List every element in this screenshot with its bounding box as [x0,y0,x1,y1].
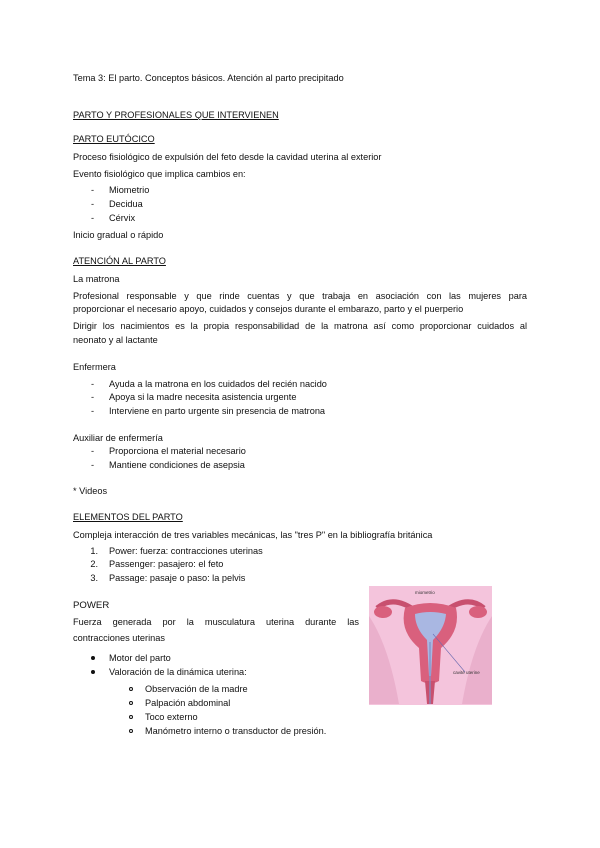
uterus-diagram [369,586,492,705]
sub-list-item: Toco externo [145,712,198,722]
sub-list-item: Manómetro interno o transductor de presión. [145,726,327,736]
paragraph: Fuerza generada por la musculatura uterina durante las [73,617,359,627]
list-item: Valoración de la dinámica uterina: [109,667,247,677]
list-item: Apoya si la madre necesita asistencia urgente [109,392,297,402]
sub-list-item: Palpación abdominal [145,698,231,708]
numbered-item: Power: fuerza: contracciones uterinas [109,546,263,556]
paragraph: Compleja interacción de tres variables mecánicas, las "tres P" en la bibliografía británica [73,530,433,540]
dash-marker: - [91,199,95,209]
subheading-auxiliar: Auxiliar de enfermería [73,433,163,443]
dash-marker: - [91,406,95,416]
list-number: 3. [90,573,98,583]
paragraph: contracciones uterinas [73,633,165,643]
paragraph: Inicio gradual o rápido [73,230,164,240]
circle-marker [129,715,133,719]
circle-marker [129,701,133,705]
document-title: Tema 3: El parto. Conceptos básicos. Atención al parto precipitado [73,73,344,83]
videos-note: * Videos [73,486,108,496]
list-number: 1. [90,546,98,556]
section-heading-parto: PARTO Y PROFESIONALES QUE INTERVIENEN [73,110,279,120]
paragraph: Proceso fisiológico de expulsión del feto desde la cavidad uterina al exterior [73,152,382,162]
heading-power: POWER [73,600,110,611]
circle-marker [129,729,133,733]
subheading-matrona: La matrona [73,274,120,284]
list-number: 2. [90,559,98,569]
paragraph: Profesional responsable y que rinde cuentas y que trabaja en asociación con las mujeres para [73,291,527,301]
numbered-item: Passenger: pasajero: el feto [109,559,224,569]
circle-marker [129,687,133,691]
heading-elementos-parto: ELEMENTOS DEL PARTO [73,512,183,522]
dash-marker: - [91,392,95,402]
heading-parto-eutocico: PARTO EUTÓCICO [73,134,155,144]
list-item: Miometrio [109,185,150,195]
dash-marker: - [91,460,95,470]
list-item: Mantiene condiciones de asepsia [109,460,245,470]
numbered-item: Passage: pasaje o paso: la pelvis [109,573,246,583]
dash-marker: - [91,185,95,195]
list-item: Decidua [109,199,143,209]
uterus-illustration [369,586,492,705]
list-item: Interviene en parto urgente sin presencia de matrona [109,406,326,416]
list-item: Proporciona el material necesario [109,446,246,456]
paragraph: Dirigir los nacimientos es la propia responsabilidad de la matrona así como proporcionar cuidados al [73,321,527,331]
subheading-enfermera: Enfermera [73,362,116,372]
heading-atencion-parto: ATENCIÓN AL PARTO [73,256,166,266]
list-item: Ayuda a la matrona en los cuidados del recién nacido [109,379,327,389]
sub-list-item: Observación de la madre [145,684,248,694]
paragraph: Evento fisiológico que implica cambios en: [73,169,246,179]
bullet-marker [91,670,95,674]
list-item: Cérvix [109,213,136,223]
figure-label-top: miometrio [415,590,435,595]
paragraph: proporcionar el necesario apoyo, cuidados y consejos durante el embarazo, parto y el puerperio [73,304,464,314]
dash-marker: - [91,379,95,389]
paragraph: neonato y al lactante [73,335,158,345]
list-item: Motor del parto [109,653,171,663]
dash-marker: - [91,446,95,456]
bullet-marker [91,656,95,660]
dash-marker: - [91,213,95,223]
figure-label-right: cavité uterine [453,670,480,675]
